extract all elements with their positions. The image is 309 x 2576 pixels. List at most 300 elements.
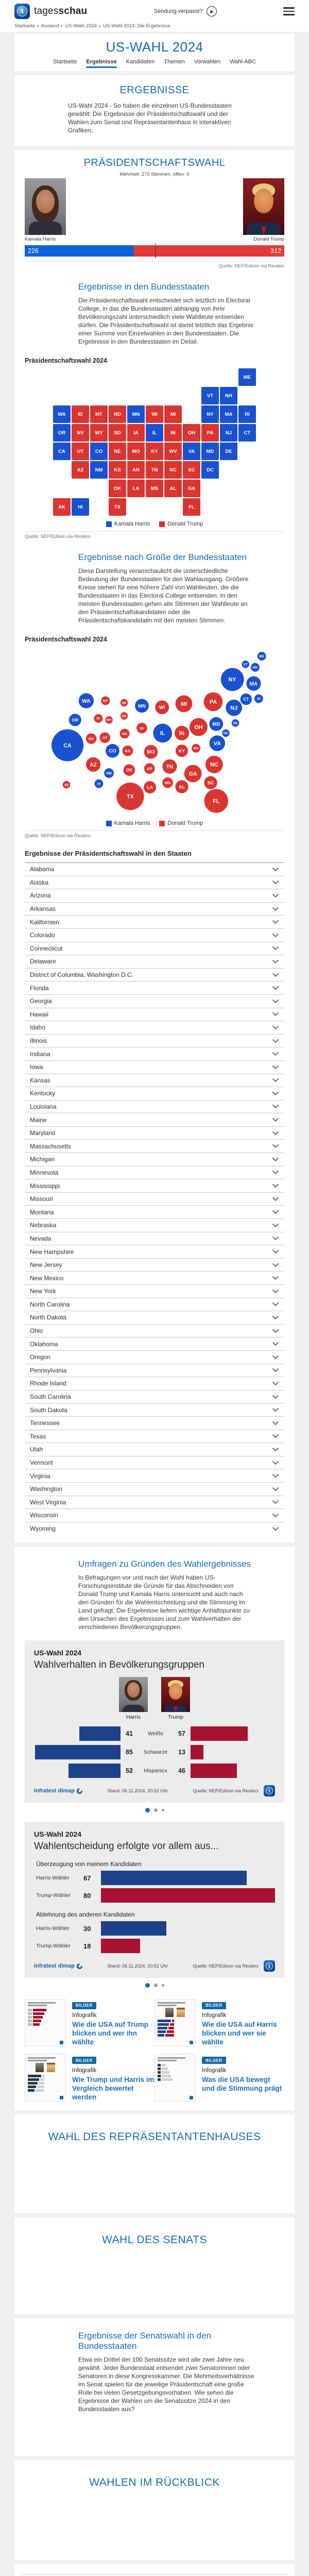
state-name: Iowa — [30, 1063, 43, 1071]
teaser-title[interactable]: Was die USA bewegt und die Stimmung prägt — [202, 2075, 282, 2092]
bubble-label-RI: RI — [257, 697, 261, 701]
infographic-teaser[interactable] — [25, 1999, 154, 2047]
logo-text: tagesschau — [34, 6, 88, 16]
ard-logo-icon: 1 — [264, 1960, 275, 1972]
map-state-TX[interactable]: TX — [109, 498, 126, 516]
bubble-label-WV: WV — [193, 747, 199, 751]
map-state-ID[interactable]: ID — [72, 405, 89, 423]
demographics-rows — [34, 1726, 275, 1778]
chevron-down-icon — [272, 1473, 279, 1478]
carousel-dot[interactable] — [145, 1808, 150, 1812]
electoral-bar-harris: 226 — [25, 245, 134, 257]
state-accordion-row[interactable] — [25, 1206, 284, 1219]
chevron-down-icon — [272, 867, 279, 872]
chart-stand: Stand: 06.11.2024, 20:52 Uhr — [107, 1788, 168, 1794]
state-accordion-row[interactable] — [25, 1113, 284, 1127]
teaser-title[interactable]: Wie die USA auf Trump blicken und wer ihn wählte — [72, 2021, 148, 2046]
teaser-kicker: Infografik — [202, 2067, 227, 2074]
chevron-down-icon — [272, 1197, 279, 1201]
majority-note: Mehrheit: 270 Stimmen, offen: 0 — [119, 172, 190, 177]
map-state-NV[interactable]: NV — [72, 424, 89, 442]
state-accordion-row[interactable] — [25, 1522, 284, 1536]
bubble-label-CT: CT — [243, 697, 249, 702]
map-state-MA[interactable]: MA — [220, 405, 237, 423]
chevron-down-icon — [272, 1117, 279, 1122]
map-state-CT[interactable]: CT — [238, 424, 256, 442]
map-state-MT[interactable]: MT — [90, 405, 108, 423]
chevron-down-icon — [272, 959, 279, 964]
map-state-IL[interactable]: IL — [146, 424, 163, 442]
chevron-down-icon — [272, 1329, 279, 1333]
decision-row: Trump-Wähler 18 — [34, 1939, 275, 1953]
state-accordion-row[interactable] — [25, 903, 284, 916]
map-state-AK[interactable]: AK — [53, 498, 71, 516]
state-accordion-row[interactable] — [25, 1245, 284, 1259]
harris-legend-swatch — [106, 821, 112, 826]
state-accordion-row[interactable] — [25, 1153, 284, 1166]
bubble-label-NC: NC — [210, 761, 218, 768]
map-state-NC[interactable]: NC — [164, 461, 182, 479]
map-state-GA[interactable]: GA — [183, 480, 200, 497]
chevron-down-icon — [272, 1368, 279, 1372]
map-state-SC[interactable]: SC — [183, 461, 200, 479]
state-name: Idaho — [30, 1024, 46, 1031]
harris-name: Kamala Harris — [25, 236, 56, 242]
state-name: New Jersey — [30, 1261, 62, 1269]
chevron-down-icon — [272, 1342, 279, 1346]
bubble-label-MS: MS — [164, 780, 171, 785]
map-state-MS[interactable]: MS — [146, 480, 163, 497]
bubble-label-SC: SC — [207, 780, 214, 786]
chart-stand: Stand: 06.11.2024, 20:52 Uhr — [107, 1963, 168, 1969]
teaser-thumbnail — [25, 1999, 66, 2046]
state-accordion-row[interactable] — [25, 1298, 284, 1312]
tagesschau-logo[interactable] — [14, 4, 87, 19]
map-state-PA[interactable]: PA — [201, 424, 219, 442]
bubble-label-OR: OR — [72, 717, 79, 723]
state-accordion-row[interactable] — [25, 1047, 284, 1061]
bubble-label-KS: KS — [125, 748, 131, 753]
rep-bar — [101, 1939, 140, 1953]
state-name: Georgia — [30, 997, 52, 1005]
page-footer — [14, 2564, 295, 2576]
map-state-FL[interactable]: FL — [183, 498, 200, 516]
infratest-dimap-logo: infratest dimap — [34, 1788, 82, 1794]
bubble-label-CA: CA — [63, 742, 72, 749]
state-name: Oklahoma — [30, 1340, 58, 1348]
map-state-DE[interactable]: DE — [220, 443, 237, 460]
state-accordion-row[interactable] — [25, 1035, 284, 1048]
bubble-label-NJ: NJ — [230, 705, 238, 711]
state-name: Wyoming — [30, 1525, 56, 1533]
states-accordion-title: Ergebnisse der Präsidentschaftswahl in den Staaten — [25, 850, 192, 857]
state-accordion-row[interactable] — [25, 1430, 284, 1444]
missed-broadcast-link[interactable]: Sendung verpasst? ▶ — [87, 6, 283, 16]
infographic-teaser[interactable] — [154, 2054, 284, 2102]
ard-logo-icon: 1 — [264, 1785, 275, 1797]
state-name: South Carolina — [30, 1393, 71, 1401]
chevron-down-icon — [272, 1025, 279, 1030]
chevron-down-icon — [272, 1078, 279, 1082]
state-accordion-row[interactable] — [25, 876, 284, 890]
chevron-down-icon — [272, 920, 279, 924]
chevron-down-icon — [272, 1434, 279, 1438]
trump-legend-swatch — [159, 521, 165, 527]
teaser-kicker: Infografik — [72, 2067, 97, 2074]
state-name: Hawaii — [30, 1010, 49, 1018]
state-name: Colorado — [30, 931, 55, 939]
bubble-label-UT: UT — [102, 735, 108, 740]
state-accordion-row[interactable] — [25, 916, 284, 929]
map-state-SD[interactable]: SD — [109, 424, 126, 442]
chevron-down-icon — [272, 1052, 279, 1056]
bubble-label-OH: OH — [194, 724, 203, 731]
site-header — [0, 0, 309, 32]
demographics-row: 52 Hispanics 46 — [34, 1764, 275, 1778]
state-name: Michigan — [30, 1156, 55, 1163]
infratest-dimap-logo: infratest dimap — [34, 1963, 82, 1969]
source-note: Quelle: NEP/Edison via Reuters — [25, 833, 91, 838]
tab-kandidaten[interactable]: Kandidaten — [126, 59, 155, 65]
teaser-title[interactable]: Wie Trump und Harris im Vergleich bewertet werden — [72, 2075, 154, 2101]
hamburger-icon[interactable] — [283, 7, 295, 15]
bubble-label-OK: OK — [126, 768, 132, 773]
map-chart-label: Präsidentschaftswahl 2024 — [25, 357, 107, 364]
infographic-teaser[interactable] — [25, 2054, 154, 2102]
demographics-row: 41 Weiße 57 — [34, 1726, 275, 1741]
footer-accordion-row[interactable] — [22, 2575, 287, 2576]
chevron-down-icon — [272, 1302, 279, 1307]
bubble-label-FL: FL — [213, 798, 220, 805]
state-name: Arkansas — [30, 905, 56, 913]
cartogram-legend: Kamala Harris Donald Trump — [25, 820, 284, 826]
map-state-MO[interactable]: MO — [127, 443, 145, 460]
state-accordion-row[interactable] — [25, 1391, 284, 1404]
teaser-title[interactable]: Wie die USA auf Harris blicken und wer sie wählte — [202, 2021, 277, 2046]
trump-bar — [191, 1726, 248, 1741]
state-name: Mississippi — [30, 1182, 60, 1190]
state-name: Nebraska — [30, 1222, 57, 1229]
chevron-down-icon — [272, 1447, 279, 1452]
state-accordion-row[interactable] — [25, 889, 284, 903]
state-accordion-row[interactable] — [25, 1364, 284, 1378]
bubble-label-NE: NE — [122, 732, 127, 736]
state-accordion-row[interactable] — [25, 1377, 284, 1391]
trump-photo — [243, 178, 284, 235]
bubble-label-MD: MD — [212, 721, 220, 727]
president-card — [14, 150, 295, 1543]
state-accordion-row[interactable] — [25, 1509, 284, 1522]
state-accordion-row[interactable] — [25, 955, 284, 969]
map-state-NM[interactable]: NM — [90, 461, 108, 479]
decision-row: Harris-Wähler 67 — [34, 1871, 275, 1885]
state-accordion-row[interactable] — [25, 942, 284, 956]
bubble-label-WI: WI — [159, 705, 165, 711]
chart-title: Wahlentscheidung erfolgte vor allem aus... — [34, 1841, 219, 1852]
map-state-CO[interactable]: CO — [90, 443, 108, 460]
map-state-ME[interactable]: ME — [238, 368, 256, 386]
state-accordion-row[interactable] — [25, 1325, 284, 1338]
breadcrumb-item[interactable]: US-Wahl 2024 — [65, 23, 97, 29]
state-accordion-row[interactable] — [25, 1443, 284, 1456]
chevron-down-icon — [272, 1487, 279, 1492]
state-name: Utah — [30, 1446, 43, 1453]
map-state-MN[interactable]: MN — [127, 405, 145, 423]
chevron-down-icon — [272, 999, 279, 1004]
chevron-down-icon — [272, 1289, 279, 1294]
state-name: Wisconsin — [30, 1512, 58, 1519]
harris-bar — [79, 1726, 121, 1741]
chevron-down-icon — [272, 1039, 279, 1043]
bubble-label-NY: NY — [228, 676, 236, 683]
carousel-dot[interactable] — [154, 1984, 158, 1987]
chevron-down-icon — [272, 1461, 279, 1465]
tab-ergebnisse[interactable]: Ergebnisse — [86, 59, 116, 68]
chevron-down-icon — [272, 1210, 279, 1214]
chevron-down-icon — [272, 907, 279, 911]
map-state-NH[interactable]: NH — [220, 387, 237, 404]
state-name: Kentucky — [30, 1090, 56, 1097]
decision-chart-card — [25, 1822, 284, 1978]
state-name: Kalifornien — [30, 918, 59, 926]
state-accordion-row[interactable] — [25, 1403, 284, 1417]
state-accordion-row[interactable] — [25, 969, 284, 982]
state-name: Illinois — [30, 1037, 47, 1045]
bubble-label-MO: MO — [147, 749, 155, 755]
title-card — [14, 34, 295, 71]
state-accordion-row[interactable] — [25, 1193, 284, 1206]
map-state-OR[interactable]: OR — [53, 424, 71, 442]
bubble-label-ME: ME — [259, 654, 264, 658]
bilder-badge: BILDER — [202, 2057, 226, 2064]
state-accordion-row[interactable] — [25, 1311, 284, 1325]
bubble-label-TX: TX — [126, 793, 134, 800]
map-state-RI[interactable]: RI — [238, 405, 256, 423]
state-name: Oregon — [30, 1353, 51, 1361]
teaser-thumbnail — [25, 2054, 66, 2102]
chevron-down-icon — [272, 1527, 279, 1531]
teaser-kicker: Infografik — [72, 2012, 97, 2019]
footer-accordion — [22, 2574, 287, 2576]
bubble-label-AZ: AZ — [90, 762, 97, 768]
bubble-cartogram — [25, 647, 284, 817]
carousel-dot[interactable] — [145, 1983, 150, 1988]
breadcrumb-item[interactable]: US-Wahl 2024: Die Ergebnisse — [102, 23, 171, 29]
house-title: WAHL DES REPRÄSENTANTENHAUSES — [48, 2130, 261, 2143]
demographics-row: 85 Schwarze 13 — [34, 1745, 275, 1759]
state-name: District of Columbia, Washington D.C. — [30, 971, 133, 979]
state-name: Pennsylvania — [30, 1366, 67, 1374]
state-accordion-row[interactable] — [25, 1285, 284, 1298]
harris-legend-swatch — [106, 521, 112, 527]
tab-startseite[interactable]: Startseite — [53, 59, 77, 65]
bubble-label-MA: MA — [249, 681, 258, 687]
state-accordion-row[interactable] — [25, 1061, 284, 1074]
states-accordion — [25, 862, 284, 1535]
state-accordion-row[interactable] — [25, 1232, 284, 1246]
chart-title: Wahlverhalten in Bevölkerungsgruppen — [34, 1659, 204, 1671]
candidate-harris — [25, 178, 66, 242]
harris-bar — [68, 1764, 121, 1778]
electoral-bar — [25, 245, 284, 257]
carousel-dot[interactable] — [162, 1809, 164, 1811]
map-state-IA[interactable]: IA — [127, 424, 145, 442]
trump-label: Trump — [168, 1714, 183, 1721]
harris-bar — [35, 1745, 121, 1759]
breadcrumb-item[interactable]: Startseite — [14, 23, 36, 29]
state-accordion-row[interactable] — [25, 1483, 284, 1496]
state-name: Minnesota — [30, 1168, 59, 1176]
trump-legend-swatch — [159, 821, 165, 826]
breadcrumb-separator-icon: ▸ — [98, 24, 101, 28]
infographic-teaser[interactable] — [154, 1999, 284, 2047]
map-state-KY[interactable]: KY — [146, 443, 163, 460]
map-state-CA[interactable]: CA — [53, 443, 71, 460]
rep-bar — [101, 1888, 275, 1903]
map-state-VA[interactable]: VA — [183, 443, 200, 460]
chevron-down-icon — [272, 1381, 279, 1386]
map-state-OH[interactable]: OH — [183, 424, 200, 442]
page-title: US-WAHL 2024 — [106, 39, 203, 55]
map-state-HI[interactable]: HI — [72, 498, 89, 516]
state-name: New Mexico — [30, 1274, 64, 1282]
state-name: Missouri — [30, 1195, 53, 1203]
state-name: South Dakota — [30, 1406, 67, 1414]
bubble-label-NV: NV — [89, 736, 94, 741]
harris-photo — [25, 178, 66, 235]
senate-title: WAHL DES SENATS — [102, 2233, 207, 2246]
decision-row: Harris-Wähler 30 — [34, 1921, 275, 1936]
map-state-AZ[interactable]: AZ — [72, 461, 89, 479]
harris-photo-small — [119, 1677, 148, 1712]
state-accordion-row[interactable] — [25, 1140, 284, 1153]
state-accordion-row[interactable] — [25, 1259, 284, 1272]
bilder-badge: BILDER — [202, 2002, 226, 2009]
state-accordion-row[interactable] — [25, 863, 284, 876]
chevron-down-icon — [272, 1223, 279, 1228]
bubble-label-ID: ID — [96, 717, 100, 721]
source-note: Quelle: NEP/Edison via Reuters — [25, 534, 91, 539]
map-state-VT[interactable]: VT — [201, 387, 219, 404]
state-accordion-row[interactable] — [25, 1008, 284, 1022]
source-note: Quelle: NEP/Edison via Reuters — [218, 263, 284, 268]
bubble-label-LA: LA — [147, 785, 153, 790]
surveys-card — [14, 1547, 295, 2110]
bubble-label-TN: TN — [166, 764, 174, 770]
state-accordion-row[interactable] — [25, 1127, 284, 1140]
state-accordion-row[interactable] — [25, 1337, 284, 1351]
state-name: Alaska — [30, 878, 49, 886]
map-state-NY[interactable]: NY — [201, 405, 219, 423]
state-accordion-row[interactable] — [25, 1456, 284, 1470]
dem-bar — [101, 1921, 166, 1936]
bubble-label-VT: VT — [243, 663, 248, 667]
map-state-WI[interactable]: WI — [146, 405, 163, 423]
state-name: West Virginia — [30, 1498, 66, 1506]
trump-photo-small — [161, 1677, 190, 1712]
state-name: Florida — [30, 984, 49, 992]
breadcrumb-item[interactable]: Ausland — [41, 23, 59, 29]
state-accordion-row[interactable] — [25, 1074, 284, 1088]
chevron-down-icon — [272, 880, 279, 885]
state-accordion-row[interactable] — [25, 1179, 284, 1193]
map-state-WY[interactable]: WY — [90, 424, 108, 442]
map-state-OK[interactable]: OK — [109, 480, 126, 497]
chart-pretitle: US-Wahl 2024 — [34, 1830, 82, 1839]
teaser-kicker: Infografik — [202, 2012, 227, 2019]
bubble-label-AK: AK — [64, 783, 69, 787]
chevron-down-icon — [272, 933, 279, 938]
chevron-down-icon — [272, 1315, 279, 1320]
state-accordion-row[interactable] — [25, 1087, 284, 1100]
bubble-label-KY: KY — [179, 748, 185, 754]
state-accordion-row[interactable] — [25, 1166, 284, 1180]
state-accordion-row[interactable] — [25, 929, 284, 942]
map-state-LA[interactable]: LA — [127, 480, 145, 497]
tab-wahlabc[interactable]: Wahl-ABC — [230, 59, 256, 65]
tab-themen[interactable]: Themen — [164, 59, 185, 65]
intro-title: ERGEBNISSE — [119, 84, 190, 96]
map-state-IN[interactable]: IN — [164, 424, 182, 442]
state-accordion-row[interactable] — [25, 995, 284, 1008]
map-state-WV[interactable]: WV — [164, 443, 182, 460]
state-accordion-row[interactable] — [25, 1351, 284, 1364]
state-accordion-row[interactable] — [25, 1272, 284, 1285]
map-state-AL[interactable]: AL — [164, 480, 182, 497]
review-title: WAHLEN IM RÜCKBLICK — [89, 2476, 220, 2488]
demographics-chart-card — [25, 1640, 284, 1803]
bubble-label-IL: IL — [160, 730, 165, 737]
state-accordion-row[interactable] — [25, 1417, 284, 1430]
chevron-down-icon — [272, 1513, 279, 1518]
carousel-dot[interactable] — [154, 1808, 158, 1812]
state-accordion-row[interactable] — [25, 1496, 284, 1510]
surveys-heading: Umfragen zu Gründen des Wahlergebnisses — [78, 1559, 251, 1569]
map-state-KS[interactable]: KS — [109, 461, 126, 479]
map-state-DC[interactable]: DC — [201, 461, 219, 479]
state-name: North Dakota — [30, 1314, 66, 1321]
map-state-NE[interactable]: NE — [109, 443, 126, 460]
map-state-WA[interactable]: WA — [53, 405, 71, 423]
map-state-ND[interactable]: ND — [109, 405, 126, 423]
map-state-TN[interactable]: TN — [146, 461, 163, 479]
map-state-MD[interactable]: MD — [201, 443, 219, 460]
chart-source: Quelle: NEP/Edison via Reuters — [193, 1963, 259, 1969]
bubble-label-DE: DE — [233, 721, 238, 725]
state-accordion-row[interactable] — [25, 1100, 284, 1114]
state-accordion-row[interactable] — [25, 1219, 284, 1232]
decision-group-label: Ablehnung des anderen Kandidaten — [36, 1911, 135, 1919]
map-state-UT[interactable]: UT — [72, 443, 89, 460]
state-accordion-row[interactable] — [25, 1469, 284, 1483]
bilder-badge: BILDER — [72, 2057, 96, 2064]
senate-results-text: Etwa ein Drittel der 100 Senatssitze wird alle zwei Jahre neu gewählt. Jeder Bundesstaat entsendet zwei Senatorinnen oder Senatoren in diese Kongresskammer. Die Mehrheitsverhältnisse im Senat spielen für die jeweilige Präsidentschaft eine große Rolle bei vielen Gesetzgebungsvorhaben. Wie sehen die Ergebnisse der Wahlen um die Senatssitze 2024 in den Bundesstaaten aus? — [78, 2355, 254, 2413]
map-state-MI[interactable]: MI — [164, 405, 182, 423]
state-accordion-row[interactable] — [25, 981, 284, 995]
state-accordion-row[interactable] — [25, 1021, 284, 1035]
chart-source: Quelle: NEP/Edison via Reuters — [193, 1788, 259, 1794]
map-state-AR[interactable]: AR — [127, 461, 145, 479]
tab-vorwahlen[interactable]: Vorwahlen — [194, 59, 221, 65]
state-name: New Hampshire — [30, 1248, 74, 1256]
chevron-down-icon — [272, 1091, 279, 1096]
senate-results-card — [14, 2318, 295, 2456]
chevron-down-icon — [272, 1170, 279, 1175]
state-name: Arizona — [30, 892, 51, 900]
carousel-dot[interactable] — [162, 1984, 164, 1987]
play-icon: ▶ — [207, 6, 217, 16]
map-state-NJ[interactable]: NJ — [220, 424, 237, 442]
